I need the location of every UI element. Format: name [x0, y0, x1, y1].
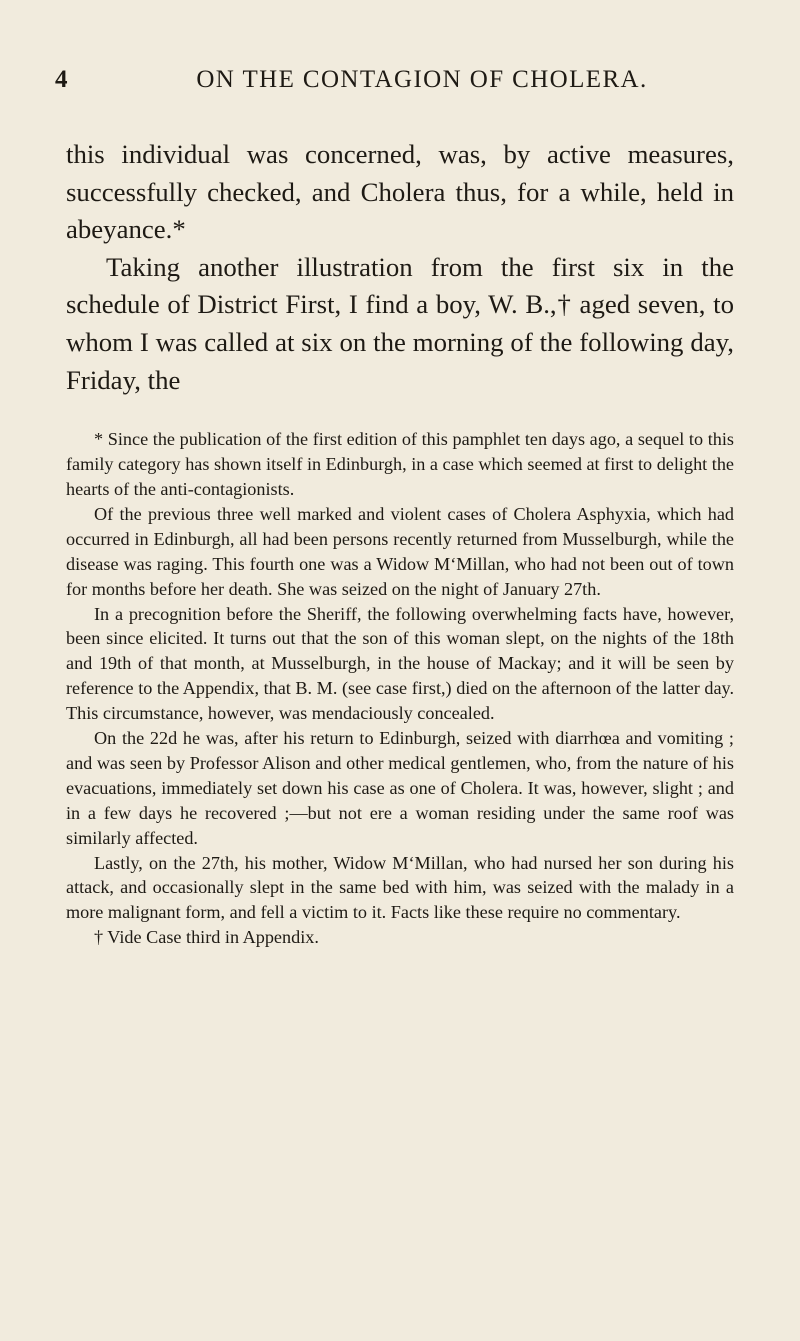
paragraph-illustration: Taking another illustration from the first six in the schedule of District First, I find a boy, W. B.,† aged seven, to whom I was called at six on the morning of the following day, Friday, the — [66, 251, 734, 395]
paragraph-continuation: this individual was concerned, was, by active measures, successfully checked, and Cholera thus, for a while, held in abeyance.* — [66, 139, 734, 245]
main-text — [66, 136, 734, 399]
footnote-star: * Since the publication of the first edition of this pamphlet ten days ago, a sequel to this family category has shown itself in Edinburgh, in a case which seemed at first to delight the hearts of the anti-contagionists. — [66, 429, 734, 499]
footnote-separator — [66, 399, 734, 427]
running-title: ON THE CONTAGION OF CHOLERA. — [196, 66, 648, 93]
footnote-paragraph: Lastly, on the 27th, his mother, Widow M‘Millan, who had nursed her son during his attack, and occasionally slept in the same bed with him, was seized with the malady in a more malignant form, and fell a victim to it. Facts like these require no commentary. — [66, 852, 734, 923]
footnote-paragraph: Of the previous three well marked and violent cases of Cholera Asphyxia, which had occurred in Edinburgh, all had been persons recently returned from Musselburgh, while the disease was raging. This fourth one was a Widow M‘Millan, who had not been out of town for months before her death. She was seized on the night of January 27th. — [66, 503, 734, 599]
footnote-dagger: † Vide Case third in Appendix. — [94, 927, 319, 948]
running-head — [55, 66, 734, 106]
footnotes — [66, 427, 734, 950]
page-number: 4 — [55, 66, 69, 93]
footnote-paragraph: In a precognition before the Sheriff, the following overwhelming facts have, however, been since elicited. It turns out that the son of this woman slept, on the nights of the 18th and 19th of that month, at Musselburgh, in the house of Mackay; and it will be seen by reference to the Appendix, that B. M. (see case first,) died on the afternoon of the latter day. This circumstance, however, was mendaciously concealed. — [66, 603, 734, 724]
footnote-paragraph: On the 22d he was, after his return to Edinburgh, seized with diarrhœa and vomiting ; and was seen by Professor Alison and other medical gentlemen, who, from the nature of his evacuations, immediately set down his case as one of Cholera. It was, however, slight ; and in a few days he recovered ;—but not ere a woman residing under the same roof was similarly affected. — [66, 728, 734, 848]
